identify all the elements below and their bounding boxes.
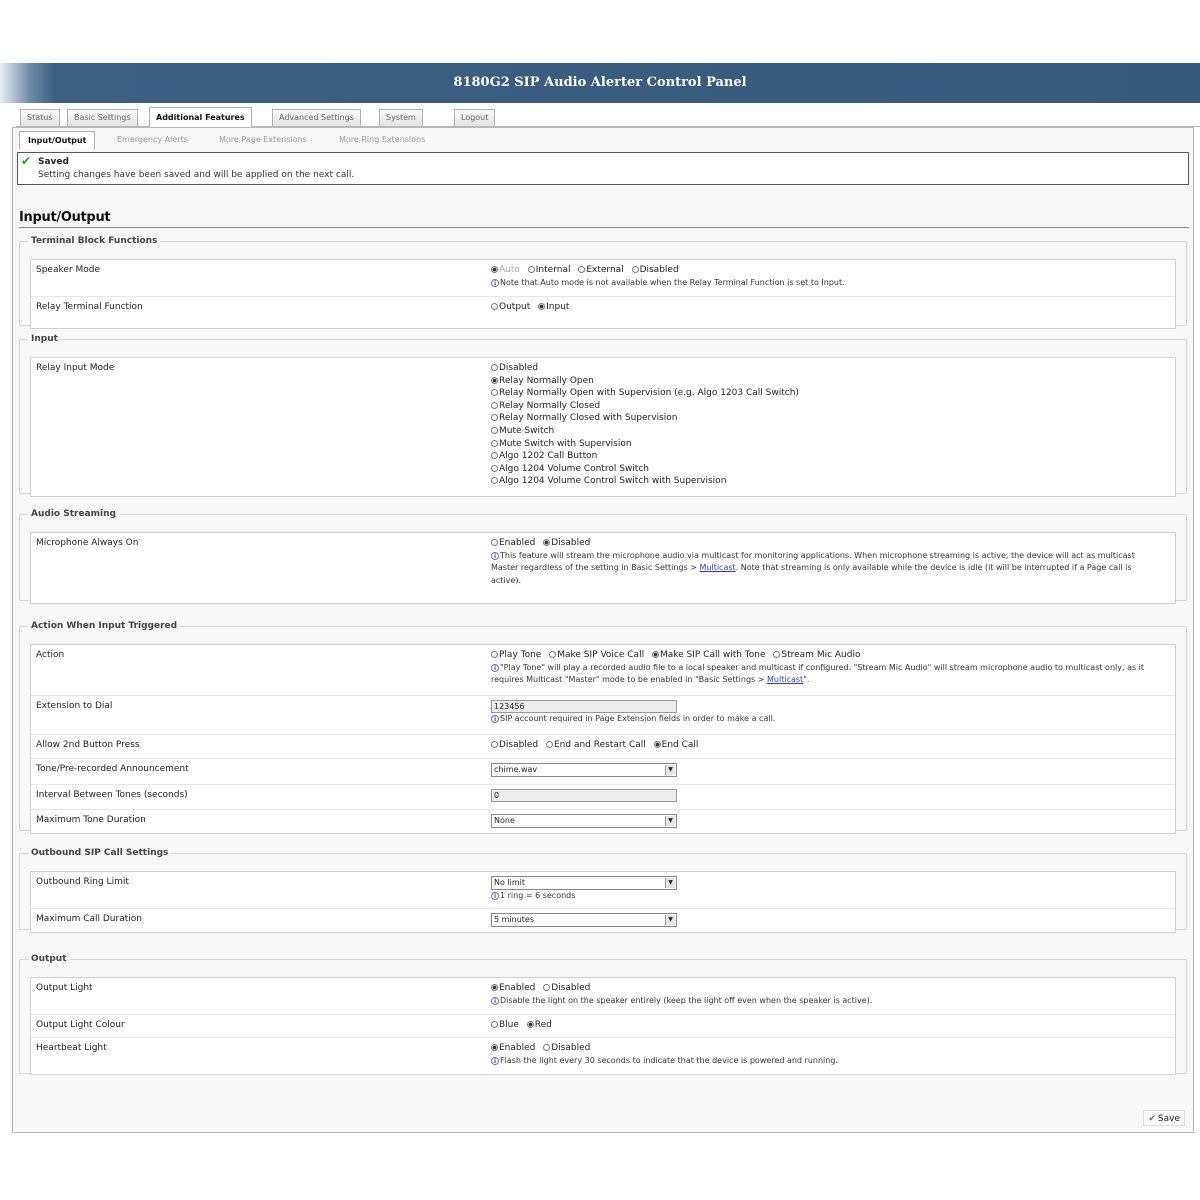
checkmark-icon: ✔ (21, 154, 32, 168)
title-divider (19, 227, 1189, 228)
mic-enabled-radio[interactable]: Enabled (491, 538, 535, 548)
speaker-mode-external[interactable]: External (578, 265, 623, 275)
light-colour-label: Output Light Colour (36, 1020, 125, 1030)
speaker-mode-disabled[interactable]: Disabled (632, 265, 679, 275)
extension-control (491, 700, 1155, 726)
info-icon: i (491, 997, 499, 1005)
relay-input-option[interactable]: Relay Normally Closed (491, 400, 1150, 413)
heartbeat-enabled[interactable]: Enabled (491, 1043, 535, 1053)
output-light-control (491, 982, 1155, 1007)
radio-icon (491, 427, 498, 434)
dropdown-arrow-icon: ▼ (665, 816, 675, 826)
speaker-mode-auto[interactable]: Auto (491, 265, 520, 275)
input-section (19, 334, 1187, 494)
dropdown-arrow-icon: ▼ (665, 915, 675, 925)
saved-notification (17, 152, 1189, 185)
radio-icon (491, 651, 498, 658)
output-light-note: i Disable the light on the speaker entirely (keep the light off even when the speaker is active). (491, 995, 1155, 1008)
max-tone-label: Maximum Tone Duration (36, 815, 146, 825)
section-legend: Audio Streaming (31, 509, 116, 519)
heartbeat-label: Heartbeat Light (36, 1043, 107, 1053)
radio-icon (491, 452, 498, 459)
tab-basic-settings[interactable]: Basic Settings (67, 109, 138, 126)
relay-terminal-control (491, 301, 1155, 314)
light-colour-row (31, 1014, 1175, 1037)
radio-icon (543, 984, 550, 991)
radio-icon (578, 266, 585, 273)
second-press-end-restart[interactable]: End and Restart Call (546, 740, 646, 750)
dropdown-arrow-icon: ▼ (665, 765, 675, 775)
tab-logout[interactable]: Logout (454, 109, 495, 126)
tone-control (491, 763, 1155, 777)
multicast-link[interactable]: Multicast (767, 675, 804, 685)
interval-label: Interval Between Tones (seconds) (36, 790, 188, 800)
action-row (31, 645, 1175, 695)
section-legend: Input (31, 334, 58, 344)
max-tone-select[interactable]: None ▼ (491, 814, 677, 828)
relay-input-mode-label: Relay Input Mode (36, 363, 115, 373)
radio-icon (491, 984, 498, 991)
sub-tab-bar (17, 131, 1189, 149)
page-header: 8180G2 SIP Audio Alerter Control Panel (0, 63, 1200, 103)
audio-streaming-rows (30, 532, 1176, 604)
action-note: i "Play Tone" will play a recorded audio file to a local speaker and multicast if configured. "Stream Mic Audio" will stream microphone audio to multicast only, as it requires Multicast "Master" mode to be enabled in "Basic Settings > Multicast". (491, 662, 1145, 685)
multicast-link[interactable]: Multicast (699, 563, 736, 573)
relay-input-option[interactable]: Relay Normally Open (491, 375, 1150, 388)
tone-select[interactable]: chime.wav ▼ (491, 763, 677, 777)
action-rows (30, 644, 1176, 834)
interval-control (491, 789, 1155, 802)
radio-icon (773, 651, 780, 658)
tone-row (31, 758, 1175, 784)
radio-icon (491, 402, 498, 409)
action-play-tone[interactable]: Play Tone (491, 650, 541, 660)
tab-system[interactable]: System (379, 109, 423, 126)
output-light-row (31, 978, 1175, 1014)
radio-icon (549, 651, 556, 658)
info-icon: i (491, 1057, 499, 1065)
relay-terminal-output[interactable]: Output (491, 302, 530, 312)
saved-message: Setting changes have been saved and will be applied on the next call. (38, 170, 355, 180)
radio-icon (654, 741, 661, 748)
radio-icon (543, 1044, 550, 1051)
radio-icon (652, 651, 659, 658)
mic-always-on-row (31, 533, 1175, 605)
light-colour-control (491, 1019, 1155, 1032)
relay-input-mode-row (31, 358, 1175, 498)
relay-terminal-label: Relay Terminal Function (36, 302, 143, 312)
relay-input-mode-control (491, 362, 1155, 488)
saved-title: Saved (38, 157, 69, 167)
relay-terminal-input[interactable]: Input (538, 302, 569, 312)
action-control (491, 649, 1155, 687)
radio-icon (527, 1021, 534, 1028)
outbound-rows (30, 871, 1176, 933)
radio-icon (491, 539, 498, 546)
section-legend: Action When Input Triggered (31, 621, 178, 631)
tab-status[interactable]: Status (20, 109, 60, 126)
radio-icon (491, 389, 498, 396)
max-call-select[interactable]: 5 minutes ▼ (491, 913, 677, 927)
max-tone-control (491, 814, 1155, 828)
terminal-block-section (19, 236, 1187, 326)
info-icon: i (491, 715, 499, 723)
section-legend: Output (31, 954, 67, 964)
extension-input[interactable]: 123456 (491, 700, 677, 713)
radio-icon (491, 377, 498, 384)
radio-icon (491, 741, 498, 748)
second-press-control (491, 739, 1155, 752)
light-colour-blue[interactable]: Blue (491, 1020, 519, 1030)
relay-terminal-row (31, 296, 1175, 330)
radio-icon (491, 364, 498, 371)
subtab-more-page-extensions[interactable]: More Page Extensions (219, 135, 307, 144)
subtab-input-output[interactable]: Input/Output (19, 131, 95, 149)
radio-icon (491, 303, 498, 310)
radio-icon (491, 414, 498, 421)
main-tab-bar (16, 107, 1200, 127)
radio-icon (543, 539, 550, 546)
info-icon: i (491, 892, 499, 900)
relay-input-option[interactable]: Mute Switch with Supervision (491, 438, 1150, 451)
action-label: Action (36, 650, 65, 660)
max-call-row (31, 908, 1175, 934)
heartbeat-note: i Flash the light every 30 seconds to indicate that the device is powered and running. (491, 1055, 1155, 1068)
radio-icon (528, 266, 535, 273)
max-call-control (491, 913, 1155, 927)
page-title: Input/Output (19, 210, 111, 225)
output-rows (30, 977, 1176, 1075)
tab-additional-features[interactable]: Additional Features (149, 107, 252, 127)
output-light-label: Output Light (36, 983, 93, 993)
audio-streaming-section (19, 509, 1187, 601)
output-light-disabled[interactable]: Disabled (543, 983, 590, 993)
info-icon: i (491, 552, 499, 560)
section-legend: Terminal Block Functions (31, 236, 158, 246)
mic-always-on-label: Microphone Always On (36, 538, 139, 548)
tab-advanced-settings[interactable]: Advanced Settings (272, 109, 361, 126)
radio-icon (632, 266, 639, 273)
mic-always-on-control (491, 537, 1155, 587)
action-sip-voice-call[interactable]: Make SIP Voice Call (549, 650, 644, 660)
heartbeat-disabled[interactable]: Disabled (543, 1043, 590, 1053)
subtab-emergency-alerts[interactable]: Emergency Alerts (117, 135, 188, 144)
radio-icon (491, 477, 498, 484)
action-sip-call-tone[interactable]: Make SIP Call with Tone (652, 650, 766, 660)
content-panel (12, 127, 1194, 1133)
section-legend: Outbound SIP Call Settings (31, 848, 169, 858)
second-press-label: Allow 2nd Button Press (36, 740, 140, 750)
relay-input-option[interactable]: Disabled (491, 362, 1150, 375)
relay-input-option[interactable]: Mute Switch (491, 425, 1150, 438)
radio-icon (546, 741, 553, 748)
light-colour-red[interactable]: Red (527, 1020, 552, 1030)
relay-input-option[interactable]: Relay Normally Closed with Supervision (491, 412, 1150, 425)
relay-input-option[interactable]: Algo 1204 Volume Control Switch with Supervision (491, 475, 1150, 488)
interval-input[interactable]: 0 (491, 789, 677, 802)
extension-note: i SIP account required in Page Extension fields in order to make a call. (491, 713, 1155, 726)
max-call-label: Maximum Call Duration (36, 914, 142, 924)
action-section (19, 621, 1187, 831)
outbound-section (19, 848, 1187, 930)
save-button[interactable]: ✔ Save (1143, 1110, 1185, 1126)
info-icon: i (491, 664, 499, 672)
heartbeat-row (31, 1037, 1175, 1076)
info-icon: i (491, 279, 499, 287)
subtab-more-ring-extensions[interactable]: More Ring Extensions (339, 135, 426, 144)
speaker-mode-internal[interactable]: Internal (528, 265, 571, 275)
ring-limit-label: Outbound Ring Limit (36, 877, 129, 887)
interval-row (31, 784, 1175, 809)
heartbeat-control (491, 1042, 1155, 1067)
input-rows (30, 357, 1176, 497)
speaker-mode-control (491, 264, 1155, 289)
radio-icon (491, 266, 498, 273)
second-press-end-call[interactable]: End Call (654, 740, 699, 750)
tone-label: Tone/Pre-recorded Announcement (36, 764, 189, 774)
action-stream-mic[interactable]: Stream Mic Audio (773, 650, 860, 660)
ring-limit-select[interactable]: No limit ▼ (491, 876, 677, 890)
ring-limit-row (31, 872, 1175, 908)
speaker-mode-row (31, 260, 1175, 296)
radio-icon (491, 465, 498, 472)
ring-limit-control (491, 876, 1155, 903)
ring-limit-note: i 1 ring = 6 seconds (491, 890, 1155, 903)
terminal-block-rows (30, 259, 1176, 329)
radio-icon (538, 303, 545, 310)
mic-disabled-radio[interactable]: Disabled (543, 538, 590, 548)
radio-icon (491, 1044, 498, 1051)
second-press-disabled[interactable]: Disabled (491, 740, 538, 750)
checkmark-icon: ✔ (1148, 1114, 1156, 1124)
extension-row (31, 695, 1175, 734)
mic-note: i This feature will stream the microphone audio via multicast for monitoring applications. When microphone streaming is active, the device will act as multicast Master regardless of the setting in Basic Settings > Multicast. Note that streaming is only available while the device is idle (it will be interrupted if a Page call is active). (491, 550, 1135, 585)
relay-input-option[interactable]: Algo 1202 Call Button (491, 450, 1150, 463)
speaker-mode-label: Speaker Mode (36, 265, 100, 275)
max-tone-row (31, 809, 1175, 835)
output-light-enabled[interactable]: Enabled (491, 983, 535, 993)
output-section (19, 954, 1187, 1074)
second-press-row (31, 734, 1175, 758)
radio-icon (491, 440, 498, 447)
speaker-mode-note: i Note that Auto mode is not available when the Relay Terminal Function is set to Input. (491, 277, 1155, 290)
control-panel (0, 63, 1200, 1135)
extension-label: Extension to Dial (36, 701, 113, 711)
relay-input-option[interactable]: Algo 1204 Volume Control Switch (491, 463, 1150, 476)
radio-icon (491, 1021, 498, 1028)
relay-input-option[interactable]: Relay Normally Open with Supervision (e.g. Algo 1203 Call Switch) (491, 387, 1150, 400)
dropdown-arrow-icon: ▼ (665, 878, 675, 888)
